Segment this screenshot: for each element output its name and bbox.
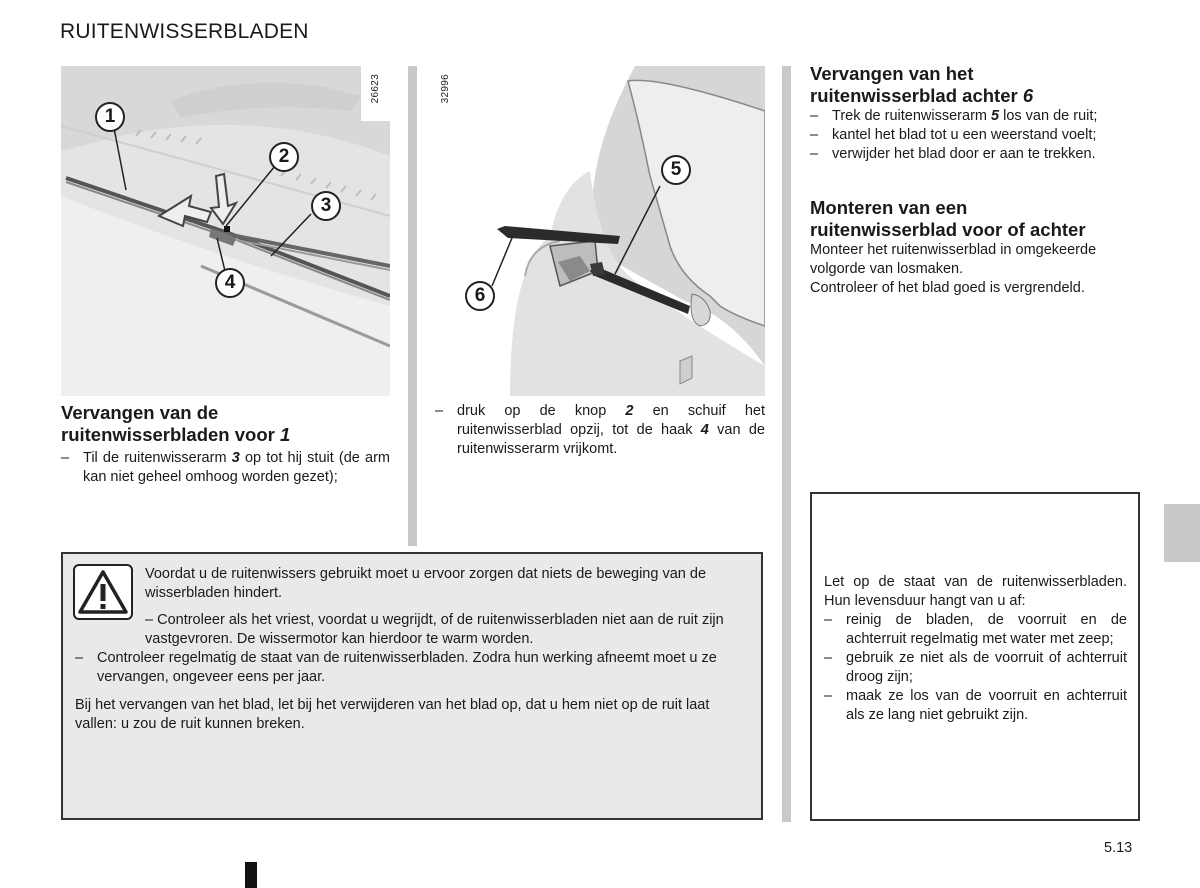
step-text: druk op de knop [457,403,626,419]
heading-line [61,424,390,446]
mount-paragraph: Controleer of het blad goed is vergrendeld. [810,280,1085,296]
section-rear-replace [810,63,1142,164]
callout-6: 6 [465,281,495,311]
callout-2: 2 [269,142,299,172]
warning-intro: Voordat u de ruitenwissers gebruikt moet u ervoor zorgen dat niets de beweging van de wisserbladen hindert. [145,566,707,601]
list-item: – verwijder het blad door er aan te trekken. [810,145,1142,164]
heading-line: ruitenwisserblad voor of achter [810,219,1086,240]
step-text: Trek de ruitenwisserarm [832,108,992,124]
list-item: – gebruik ze niet als de voorruit of achterruit droog zijn; [824,649,1127,687]
list-item [61,449,390,487]
rear-steps-list [810,107,1142,164]
heading-text: ruitenwisserblad achter [810,85,1018,106]
warning-list [75,649,753,687]
list-item [435,402,765,459]
step-ref-number: 5 [991,108,1000,124]
heading-number: 6 [1022,85,1034,106]
step-text: Til de ruitenwisserarm [83,450,232,466]
heading-text: ruitenwisserbladen voor [61,424,275,445]
front-steps-list [61,449,390,487]
heading-number: 1 [279,424,291,445]
list-item: – reinig de bladen, de voorruit en de achterruit regelmatig met water met zeep; [824,611,1127,649]
section-front-replace [61,402,390,487]
heading-line: Vervangen van het [810,63,974,84]
section-mount [810,197,1142,298]
callout-4: 4 [215,268,245,298]
heading-line: Vervangen van de [61,402,219,423]
column-separator-left [408,66,417,546]
figure-rear-wiper [430,66,765,396]
step-ref-number: 4 [700,422,709,438]
section-mount-heading [810,197,1142,241]
note-box [810,492,1140,821]
warning-item: – Controleer als het vriest, voordat u wegrijdt, of de ruitenwisserbladen niet aan de ruit zijn vastgevroren. De wissermotor kan hierdoor te warm worden. [145,612,724,647]
step-ref-number: 2 [625,403,634,419]
mount-paragraph: Monteer het ruitenwisserblad in omgekeerde volgorde van losmaken. [810,242,1097,277]
list-item [810,107,1142,126]
note-intro: Let op de staat van de ruitenwisserbladen. Hun levensduur hangt van u af: [824,574,1127,609]
step-text: los van de ruit; [999,108,1098,124]
middle-steps-list [435,402,765,459]
step-text: en schuif het ruitenwisserblad opzij, tot de haak [457,403,765,438]
figure-front-wiper [61,66,390,396]
list-item: – maak ze los van de voorruit en achterruit als ze lang niet gebruikt zijn. [824,687,1127,725]
warning-triangle-icon [73,564,133,620]
heading-line: Monteren van een [810,197,968,218]
list-item: – kantel het blad tot u een weerstand voelt; [810,126,1142,145]
list-item: – Controleer regelmatig de staat van de ruitenwisserbladen. Zodra hun werking afneemt moet u ze vervangen, ongeveer eens per jaar. [75,649,753,687]
heading-line [810,85,1142,107]
column-separator-right [782,66,791,822]
print-mark [245,862,257,888]
page-number: 5.13 [1104,840,1133,856]
page-title: RUITENWISSERBLADEN [60,20,309,43]
callout-5: 5 [661,155,691,185]
section-middle-step [435,402,765,459]
callout-3: 3 [311,191,341,221]
section-front-heading [61,402,390,446]
step-ref-number: 3 [231,450,240,466]
warning-box [61,552,763,820]
step-text: op tot hij stuit (de arm kan niet geheel omhoog worden gezet); [83,450,391,485]
figure-ref-26623: 26623 [370,74,381,104]
step-text: van de ruitenwisserarm vrijkomt. [457,422,765,457]
warning-closing: Bij het vervangen van het blad, let bij het verwijderen van het blad op, dat u hem niet op de ruit laat vallen: u zou de ruit kunnen breken. [75,697,710,732]
chapter-tab [1164,504,1200,562]
rear-wiper-illustration [430,66,765,396]
note-list [824,611,1127,725]
section-rear-heading [810,63,1142,107]
callout-1: 1 [95,102,125,132]
figure-ref-32996: 32996 [440,74,451,104]
